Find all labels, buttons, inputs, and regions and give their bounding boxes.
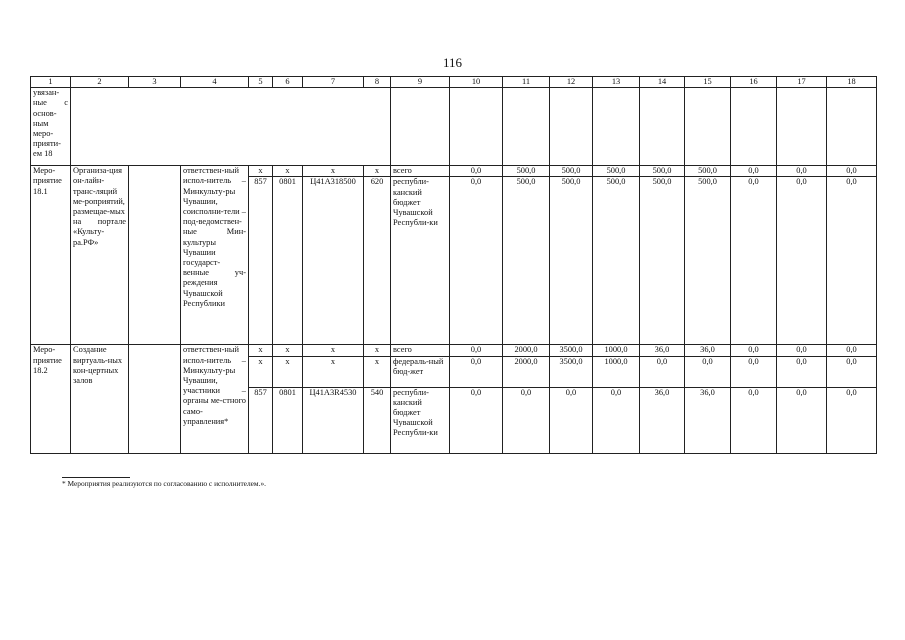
empty-cell <box>593 88 640 166</box>
section-cell: x <box>273 345 303 356</box>
header-cell: 11 <box>503 77 550 88</box>
page-number: 116 <box>442 55 463 70</box>
table-row <box>31 166 877 177</box>
event-number: Меро-приятие 18.1 <box>31 166 71 345</box>
value-cell: 0,0 <box>777 166 827 177</box>
value-cell: 0,0 <box>450 356 503 387</box>
grbs-cell: 857 <box>249 387 273 453</box>
event-col3 <box>129 166 181 345</box>
header-cell: 9 <box>391 77 450 88</box>
header-cell: 13 <box>593 77 640 88</box>
value-cell: 2000,0 <box>503 356 550 387</box>
value-cell: 0,0 <box>777 177 827 345</box>
event-executor: ответствен-ный испол-нитель – Минкульту-ры Чувашии, соисполни-тели – под-ведомствен-ные Мин-культуры Чувашии государст-венные уч-реждения Чувашской Республики <box>181 166 249 345</box>
header-cell: 8 <box>364 77 391 88</box>
event-number: Меро-приятие 18.2 <box>31 345 71 453</box>
csr-cell: x <box>303 166 364 177</box>
empty-cell <box>685 88 731 166</box>
value-cell: 0,0 <box>640 356 685 387</box>
header-cell: 10 <box>450 77 503 88</box>
section-cell: x <box>273 166 303 177</box>
header-cell: 4 <box>181 77 249 88</box>
table-row <box>31 345 877 356</box>
value-cell: 0,0 <box>731 166 777 177</box>
value-cell: 3500,0 <box>550 356 593 387</box>
source-cell: федераль-ный бюд-жет <box>391 356 450 387</box>
csr-cell: x <box>303 345 364 356</box>
section-cell: 0801 <box>273 387 303 453</box>
header-cell: 12 <box>550 77 593 88</box>
header-cell: 14 <box>640 77 685 88</box>
value-cell: 500,0 <box>593 166 640 177</box>
header-cell: 17 <box>777 77 827 88</box>
value-cell: 0,0 <box>731 345 777 356</box>
header-cell: 16 <box>731 77 777 88</box>
header-cell: 3 <box>129 77 181 88</box>
source-cell: всего <box>391 345 450 356</box>
event-name: Создание виртуаль-ных кон-цертных залов <box>71 345 129 453</box>
empty-cell <box>731 88 777 166</box>
value-cell: 0,0 <box>450 177 503 345</box>
section-cell: 0801 <box>273 177 303 345</box>
grbs-cell: x <box>249 356 273 387</box>
value-cell: 500,0 <box>640 177 685 345</box>
value-cell: 0,0 <box>593 387 640 453</box>
value-cell: 3500,0 <box>550 345 593 356</box>
empty-cell <box>71 88 391 166</box>
value-cell: 36,0 <box>685 387 731 453</box>
value-cell: 1000,0 <box>593 345 640 356</box>
value-cell: 0,0 <box>827 387 877 453</box>
header-cell: 6 <box>273 77 303 88</box>
csr-cell: Ц41А318500 <box>303 177 364 345</box>
value-cell: 0,0 <box>827 356 877 387</box>
footnote: * Мероприятия реализуются по согласованию с исполнителем.». <box>62 479 266 488</box>
value-cell: 500,0 <box>593 177 640 345</box>
value-cell: 36,0 <box>640 345 685 356</box>
intro-row <box>31 88 877 166</box>
value-cell: 0,0 <box>827 177 877 345</box>
grbs-cell: 857 <box>249 177 273 345</box>
value-cell: 500,0 <box>550 177 593 345</box>
header-cell: 5 <box>249 77 273 88</box>
value-cell: 1000,0 <box>593 356 640 387</box>
value-cell: 0,0 <box>685 356 731 387</box>
vr-cell: 540 <box>364 387 391 453</box>
source-cell: всего <box>391 166 450 177</box>
source-cell: республи-канский бюджет Чувашской Республи-ки <box>391 387 450 453</box>
header-cell: 18 <box>827 77 877 88</box>
intro-text: увязан-ные с основ-ным меро-прияти-ем 18 <box>31 88 71 166</box>
event-name: Организа-ция он-лайн-транс-ляций ме-роприятий, размещае-мых на портале «Культу-ра.РФ» <box>71 166 129 345</box>
footnote-divider <box>62 477 130 478</box>
value-cell: 36,0 <box>640 387 685 453</box>
value-cell: 500,0 <box>685 166 731 177</box>
value-cell: 2000,0 <box>503 345 550 356</box>
header-row <box>31 77 877 88</box>
vr-cell: x <box>364 345 391 356</box>
grbs-cell: x <box>249 166 273 177</box>
value-cell: 0,0 <box>503 387 550 453</box>
empty-cell <box>550 88 593 166</box>
vr-cell: x <box>364 166 391 177</box>
header-cell: 15 <box>685 77 731 88</box>
value-cell: 500,0 <box>503 166 550 177</box>
value-cell: 0,0 <box>777 387 827 453</box>
empty-cell <box>503 88 550 166</box>
empty-cell <box>391 88 450 166</box>
budget-table <box>30 76 877 454</box>
section-cell: x <box>273 356 303 387</box>
value-cell: 0,0 <box>777 356 827 387</box>
empty-cell <box>827 88 877 166</box>
value-cell: 0,0 <box>827 166 877 177</box>
value-cell: 0,0 <box>550 387 593 453</box>
event-col3 <box>129 345 181 453</box>
empty-cell <box>640 88 685 166</box>
csr-cell: x <box>303 356 364 387</box>
value-cell: 0,0 <box>731 356 777 387</box>
value-cell: 500,0 <box>685 177 731 345</box>
value-cell: 0,0 <box>777 345 827 356</box>
grbs-cell: x <box>249 345 273 356</box>
vr-cell: x <box>364 356 391 387</box>
empty-cell <box>450 88 503 166</box>
value-cell: 0,0 <box>450 345 503 356</box>
value-cell: 0,0 <box>450 166 503 177</box>
value-cell: 500,0 <box>503 177 550 345</box>
value-cell: 36,0 <box>685 345 731 356</box>
event-executor: ответствен-ный испол-нитель – Минкульту-ры Чувашии, участники – органы ме-стного само-управления* <box>181 345 249 453</box>
value-cell: 500,0 <box>640 166 685 177</box>
header-cell: 2 <box>71 77 129 88</box>
value-cell: 0,0 <box>731 387 777 453</box>
header-cell: 7 <box>303 77 364 88</box>
value-cell: 0,0 <box>827 345 877 356</box>
vr-cell: 620 <box>364 177 391 345</box>
value-cell: 0,0 <box>731 177 777 345</box>
value-cell: 500,0 <box>550 166 593 177</box>
source-cell: республи-канский бюджет Чувашской Республи-ки <box>391 177 450 345</box>
empty-cell <box>777 88 827 166</box>
header-cell: 1 <box>31 77 71 88</box>
value-cell: 0,0 <box>450 387 503 453</box>
csr-cell: Ц41А3R4530 <box>303 387 364 453</box>
